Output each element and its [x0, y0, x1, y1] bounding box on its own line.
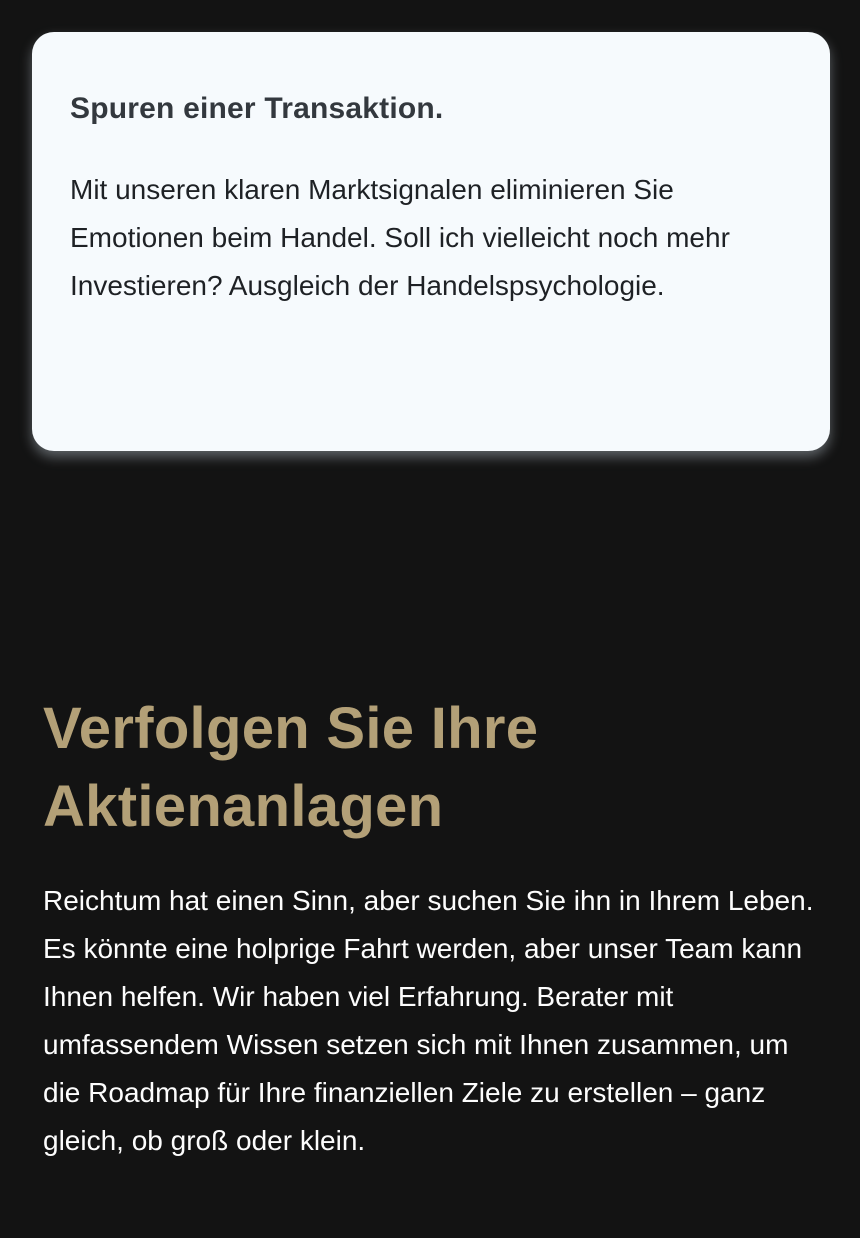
section-heading: Verfolgen Sie Ihre Aktienanlagen [43, 696, 539, 839]
transaction-info-card [32, 32, 830, 451]
section-body-text: Reichtum hat einen Sinn, aber suchen Sie ihn in Ihrem Leben. Es könnte eine holprige Fahrt werden, aber unser Team kann Ihnen helfen. Wir haben viel Erfahrung. Berater mit umfassendem Wissen setzen sich mit Ihnen zusammen, um die Roadmap für Ihre finanziellen Ziele zu erstellen – ganz gleich, ob groß oder klein. [43, 885, 814, 1156]
track-investments-section [0, 451, 860, 1165]
card-title: Spuren einer Transaktion. [70, 92, 444, 125]
card-body-text: Mit unseren klaren Marktsignalen eliminieren Sie Emotionen beim Handel. Soll ich vielleicht noch mehr Investieren? Ausgleich der Handelspsychologie. [70, 174, 730, 301]
